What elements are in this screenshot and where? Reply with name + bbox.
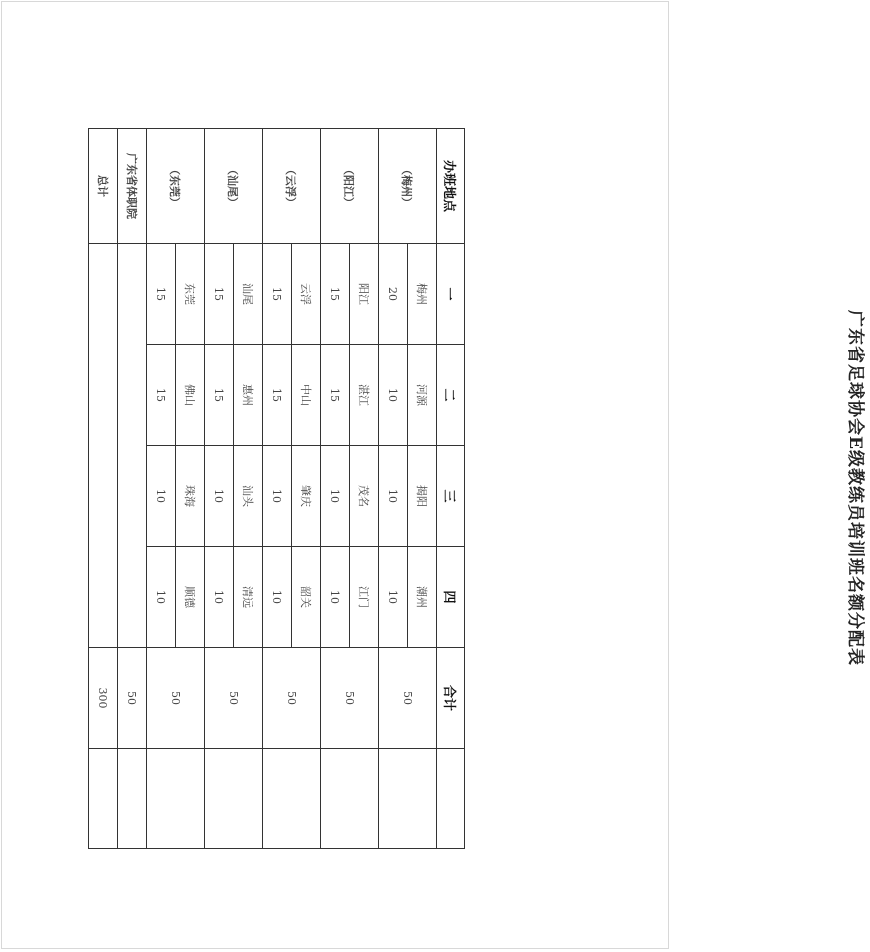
quota-cell: 10 (321, 547, 350, 648)
quota-cell: 10 (321, 446, 350, 547)
region-total: 50 (379, 648, 437, 749)
city-cell: 揭阳 (408, 446, 437, 547)
table-row (292, 129, 321, 849)
provincial-name: 广东省体职院 (118, 129, 147, 244)
quota-cell: 10 (263, 446, 292, 547)
quota-cell: 10 (147, 547, 176, 648)
table-row (234, 129, 263, 849)
grand-total-label: 总计 (89, 129, 118, 244)
city-cell: 清远 (234, 547, 263, 648)
document-title: 广东省足球协会E级教练员培训班名额分配表 (845, 310, 865, 666)
table-row (176, 129, 205, 849)
blank-cell (118, 749, 147, 849)
header-col-1: 一 (437, 244, 465, 345)
quota-cell: 15 (321, 345, 350, 446)
provincial-total: 50 (118, 648, 147, 749)
region-name: （梅州） (379, 129, 437, 244)
city-cell: 珠海 (176, 446, 205, 547)
header-col-3: 三 (437, 446, 465, 547)
blank-cell (263, 749, 321, 849)
city-cell: 潮州 (408, 547, 437, 648)
region-total: 50 (205, 648, 263, 749)
quota-cell: 10 (379, 345, 408, 446)
quota-cell: 10 (205, 547, 234, 648)
city-cell: 惠州 (234, 345, 263, 446)
city-cell: 云浮 (292, 244, 321, 345)
header-col-4: 四 (437, 547, 465, 648)
region-name: （东莞） (147, 129, 205, 244)
region-name: （云浮） (263, 129, 321, 244)
rotated-document (45, 128, 865, 848)
header-total: 合计 (437, 648, 465, 749)
quota-cell: 15 (147, 345, 176, 446)
grand-total-value: 300 (89, 648, 118, 749)
header-row (437, 129, 465, 849)
table-row (408, 129, 437, 849)
city-cell: 佛山 (176, 345, 205, 446)
header-blank (437, 749, 465, 849)
city-cell: 汕头 (234, 446, 263, 547)
city-cell: 梅州 (408, 244, 437, 345)
region-name: （阳江） (321, 129, 379, 244)
city-cell: 江门 (350, 547, 379, 648)
header-location: 办班地点 (437, 129, 465, 244)
city-cell: 肇庆 (292, 446, 321, 547)
provincial-blank (118, 244, 147, 648)
region-name: （汕尾） (205, 129, 263, 244)
quota-table (88, 128, 465, 849)
quota-cell: 10 (147, 446, 176, 547)
city-cell: 河源 (408, 345, 437, 446)
city-cell: 顺德 (176, 547, 205, 648)
quota-cell: 10 (379, 446, 408, 547)
grand-total-blank (89, 244, 118, 648)
blank-cell (321, 749, 379, 849)
city-cell: 韶关 (292, 547, 321, 648)
blank-cell (89, 749, 118, 849)
region-total: 50 (321, 648, 379, 749)
quota-cell: 10 (379, 547, 408, 648)
quota-cell: 15 (205, 345, 234, 446)
quota-cell: 10 (263, 547, 292, 648)
table-row-grand-total (89, 129, 118, 849)
region-total: 50 (263, 648, 321, 749)
quota-cell: 15 (205, 244, 234, 345)
table-row (350, 129, 379, 849)
city-cell: 湛江 (350, 345, 379, 446)
blank-cell (379, 749, 437, 849)
quota-cell: 15 (263, 345, 292, 446)
blank-cell (205, 749, 263, 849)
city-cell: 中山 (292, 345, 321, 446)
quota-cell: 15 (147, 244, 176, 345)
blank-cell (147, 749, 205, 849)
quota-cell: 10 (205, 446, 234, 547)
quota-cell: 15 (321, 244, 350, 345)
header-col-2: 二 (437, 345, 465, 446)
city-cell: 东莞 (176, 244, 205, 345)
city-cell: 汕尾 (234, 244, 263, 345)
quota-cell: 20 (379, 244, 408, 345)
city-cell: 茂名 (350, 446, 379, 547)
quota-cell: 15 (263, 244, 292, 345)
city-cell: 阳江 (350, 244, 379, 345)
table-row-provincial (118, 129, 147, 849)
region-total: 50 (147, 648, 205, 749)
